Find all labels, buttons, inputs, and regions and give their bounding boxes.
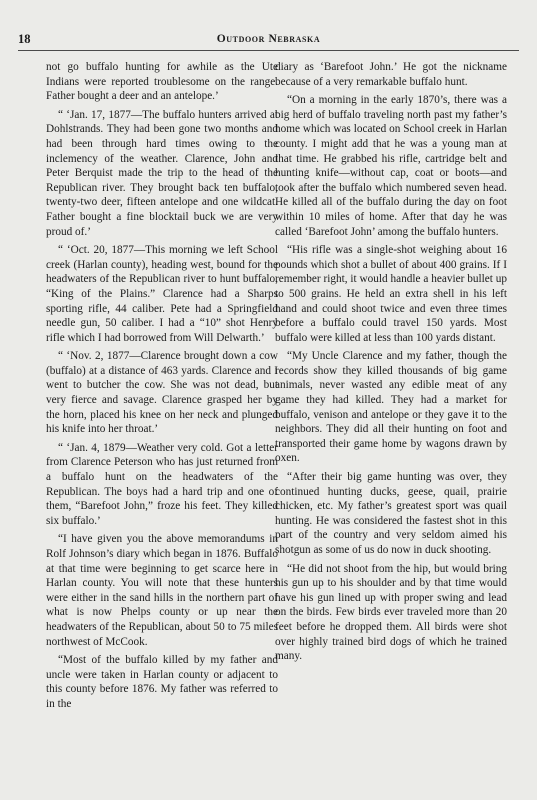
paragraph: “ ‘Oct. 20, 1877—This morning we left School creek (Harlan county), heading west, bound for the headwaters of the Republican river to hunt buffalo, “King of the Plains.” Clarence had a Sharps sporting rifle, 44 caliber. Pete had a Springfield needle gun, 50 caliber. I had a “10” shot Henry rifle which I had borrowed from Will Delwarth.’ <box>46 244 278 344</box>
paragraph: “ ‘Jan. 4, 1879—Weather very cold. Got a letter from Clarence Peterson who has just returned from a buffalo hunt on the headwaters of the Republican. The boys had a hard trip and one of them, “Barefoot John,” froze his feet. They killed six buffalo.’ <box>46 441 278 527</box>
page-number: 18 <box>18 32 31 46</box>
paragraph: diary as ‘Barefoot John.’ He got the nickname because of a very remarkable buffalo hunt. <box>275 61 507 88</box>
paragraph: “On a morning in the early 1870’s, there was a big herd of buffalo traveling north past my father’s home which was located on School creek in Harlan county. I might add that he was a young man at that time. He grabbed his rifle, cartridge belt and hunting knife—without cap, coat or boots—and took after the buffalo which numbered seven head. He killed all of the buffalo during the day on foot within 10 miles of home. After that day he was called ‘Barefoot John’ among the buffalo hunters. <box>275 94 507 238</box>
paragraph: “After their big game hunting was over, they continued hunting ducks, geese, quail, prairie chicken, etc. My father’s greatest sport was quail hunting. He was considered the fastest shot in this part of the country and very seldom aimed his shotgun as some of us do now in duck shooting. <box>275 471 507 556</box>
running-head: Outdoor Nebraska <box>216 33 321 45</box>
paragraph: not go buffalo hunting for awhile as the Ute Indians were reported troublesome on the range. Father bought a deer and an antelope.’ <box>46 61 278 103</box>
header-rule <box>18 50 519 51</box>
left-column <box>46 60 278 716</box>
paragraph: “Most of the buffalo killed by my father and uncle were taken in Harlan county or adjacent to this county before 1876. My father was referred to in the <box>46 654 278 710</box>
right-column <box>275 60 507 668</box>
paragraph: “He did not shoot from the hip, but would bring his gun up to his shoulder and by that time would have his gun lined up with proper swing and lead on the birds. Few birds ever traveled more than 20 feet before he dropped them. All birds were shot over highly trained bird dogs of which he trained many. <box>275 562 507 663</box>
paragraph: “ ‘Nov. 2, 1877—Clarence brought down a cow (buffalo) at a distance of 463 yards. Clarence and I went to butcher the cow. She was not dead, but very fierce and savage. Clarence grasped her by the horn, placed his knee on her neck and plunged his knife into her throat.’ <box>46 350 278 436</box>
paragraph: “My Uncle Clarence and my father, though the records show they killed thousands of big game animals, never wasted any edible meat of any game they had killed. They had a market for buffalo, venison and antelope or they gave it to the neighbors. They did all their hunting on foot and transported their game home by wagons drawn by oxen. <box>275 350 507 465</box>
paragraph: “His rifle was a single-shot weighing about 16 pounds which shot a bullet of about 400 grains. If I remember right, it would handle a heavier bullet up to 500 grains. He held an extra shell in his left hand and could shoot twice and even three times before a buffalo could travel 150 yards. Most buffalo were killed at less than 100 yards distant. <box>275 244 507 344</box>
paragraph: “ ‘Jan. 17, 1877—The buffalo hunters arrived at Dohlstrands. They had been gone two months and had been through hard times owing to the inclemency of the weather. Clarence, John and Peter Berquist made the trip to the head of the Republican river. They brought back ten buffalo, twenty-two deer, fifteen antelope and one wildcat. Father bought a fine blocktail buck we are very proud of.’ <box>46 108 278 238</box>
paragraph: “I have given you the above memorandums in Rolf Johnson’s diary which began in 1876. Buffalo at that time were beginning to get scarce here in Harlan county. You will note that these hunters were either in the sand hills in the northern part of what is now Phelps county or up near the headwaters of the Republican, about 50 to 75 miles northwest of McCook. <box>46 533 278 648</box>
